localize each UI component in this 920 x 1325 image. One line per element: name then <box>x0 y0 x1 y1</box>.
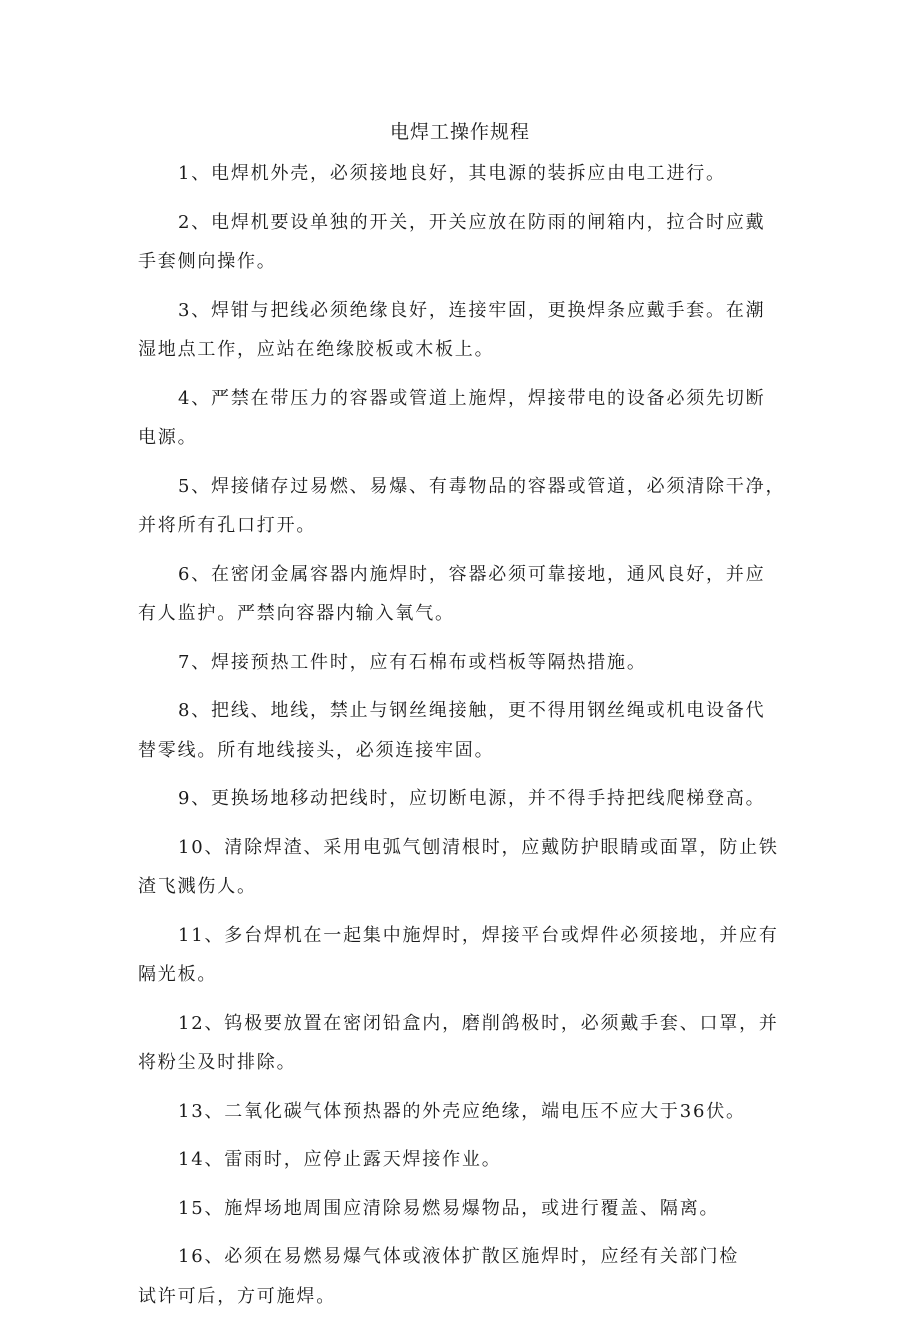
rule-text-line: 有人监护。严禁向容器内输入氧气。 <box>138 603 455 624</box>
rule-text-line: 4、严禁在带压力的容器或管道上施焊，焊接带电的设备必须先切断 <box>178 387 766 409</box>
rule-text-line: 并将所有孔口打开。 <box>138 515 317 536</box>
rule-text-line: 16、必须在易燃易爆气体或液体扩散区施焊时，应经有关部门检 <box>178 1246 740 1267</box>
rule-item <box>138 467 788 546</box>
rule-text-line: 将粉尘及时排除。 <box>138 1052 297 1073</box>
rule-item <box>138 291 788 370</box>
rule-text-line: 隔光板。 <box>138 964 218 985</box>
rule-text-line: 5、焊接储存过易燃、易爆、有毒物品的容器或管道，必须清除干净， <box>178 475 786 497</box>
rule-text-line: 9、更换场地移动把线时，应切断电源，并不得手持把线爬梯登高。 <box>178 788 766 809</box>
rule-text-line: 2、电焊机要设单独的开关，开关应放在防雨的闸箱内，拉合时应戴 <box>178 211 766 233</box>
rule-text-line: 15、施焊场地周围应清除易燃易爆物品，或进行覆盖、隔离。 <box>178 1197 720 1219</box>
rule-item <box>138 779 788 819</box>
rule-item <box>138 1237 788 1316</box>
page-title: 电焊工操作规程 <box>389 121 530 143</box>
rule-item <box>138 916 788 995</box>
rule-text-line: 电源。 <box>138 427 198 448</box>
rule-item <box>138 203 788 282</box>
rule-text-line: 1、电焊机外壳，必须接地良好，其电源的装拆应由电工进行。 <box>178 163 726 184</box>
rule-item <box>138 643 788 683</box>
rule-text-line: 8、把线、地线，禁止与钢丝绳接触，更不得用钢丝绳或机电设备代 <box>178 700 766 721</box>
rule-item <box>138 555 788 634</box>
rule-text-line: 湿地点工作，应站在绝缘胶板或木板上。 <box>138 339 495 360</box>
rule-text-line: 11、多台焊机在一起集中施焊时，焊接平台或焊件必须接地，并应有 <box>178 924 779 946</box>
rule-text-line: 渣飞溅伤人。 <box>138 876 257 897</box>
rule-item <box>138 379 788 458</box>
rule-text-line: 手套侧向操作。 <box>138 251 277 272</box>
rule-text-line: 10、清除焊渣、采用电弧气刨清根时，应戴防护眼睛或面罩，防止铁 <box>178 836 779 858</box>
rule-text-line: 12、钨极要放置在密闭铅盒内，磨削鸽极时，必须戴手套、口罩，并 <box>178 1012 779 1034</box>
rule-item <box>138 1140 788 1180</box>
rules-list <box>138 154 788 1325</box>
rule-item <box>138 691 788 770</box>
rule-text-line: 试许可后，方可施焊。 <box>138 1285 336 1307</box>
rule-item <box>138 1189 788 1229</box>
rule-text-line: 7、焊接预热工件时，应有石棉布或档板等隔热措施。 <box>178 651 647 673</box>
rule-text-line: 替零线。所有地线接头，必须连接牢固。 <box>138 739 495 761</box>
rule-item <box>138 828 788 907</box>
rule-text-line: 6、在密闭金属容器内施焊时，容器必须可靠接地，通风良好，并应 <box>178 563 766 585</box>
rule-text-line: 13、二氧化碳气体预热器的外壳应绝缘，端电压不应大于36伏。 <box>178 1100 746 1122</box>
rule-item <box>138 1004 788 1083</box>
rule-text-line: 3、焊钳与把线必须绝缘良好，连接牢固，更换焊条应戴手套。在潮 <box>178 299 766 321</box>
rule-item <box>138 1092 788 1132</box>
rule-item <box>138 154 788 194</box>
rule-text-line: 14、雷雨时，应停止露天焊接作业。 <box>178 1149 502 1170</box>
